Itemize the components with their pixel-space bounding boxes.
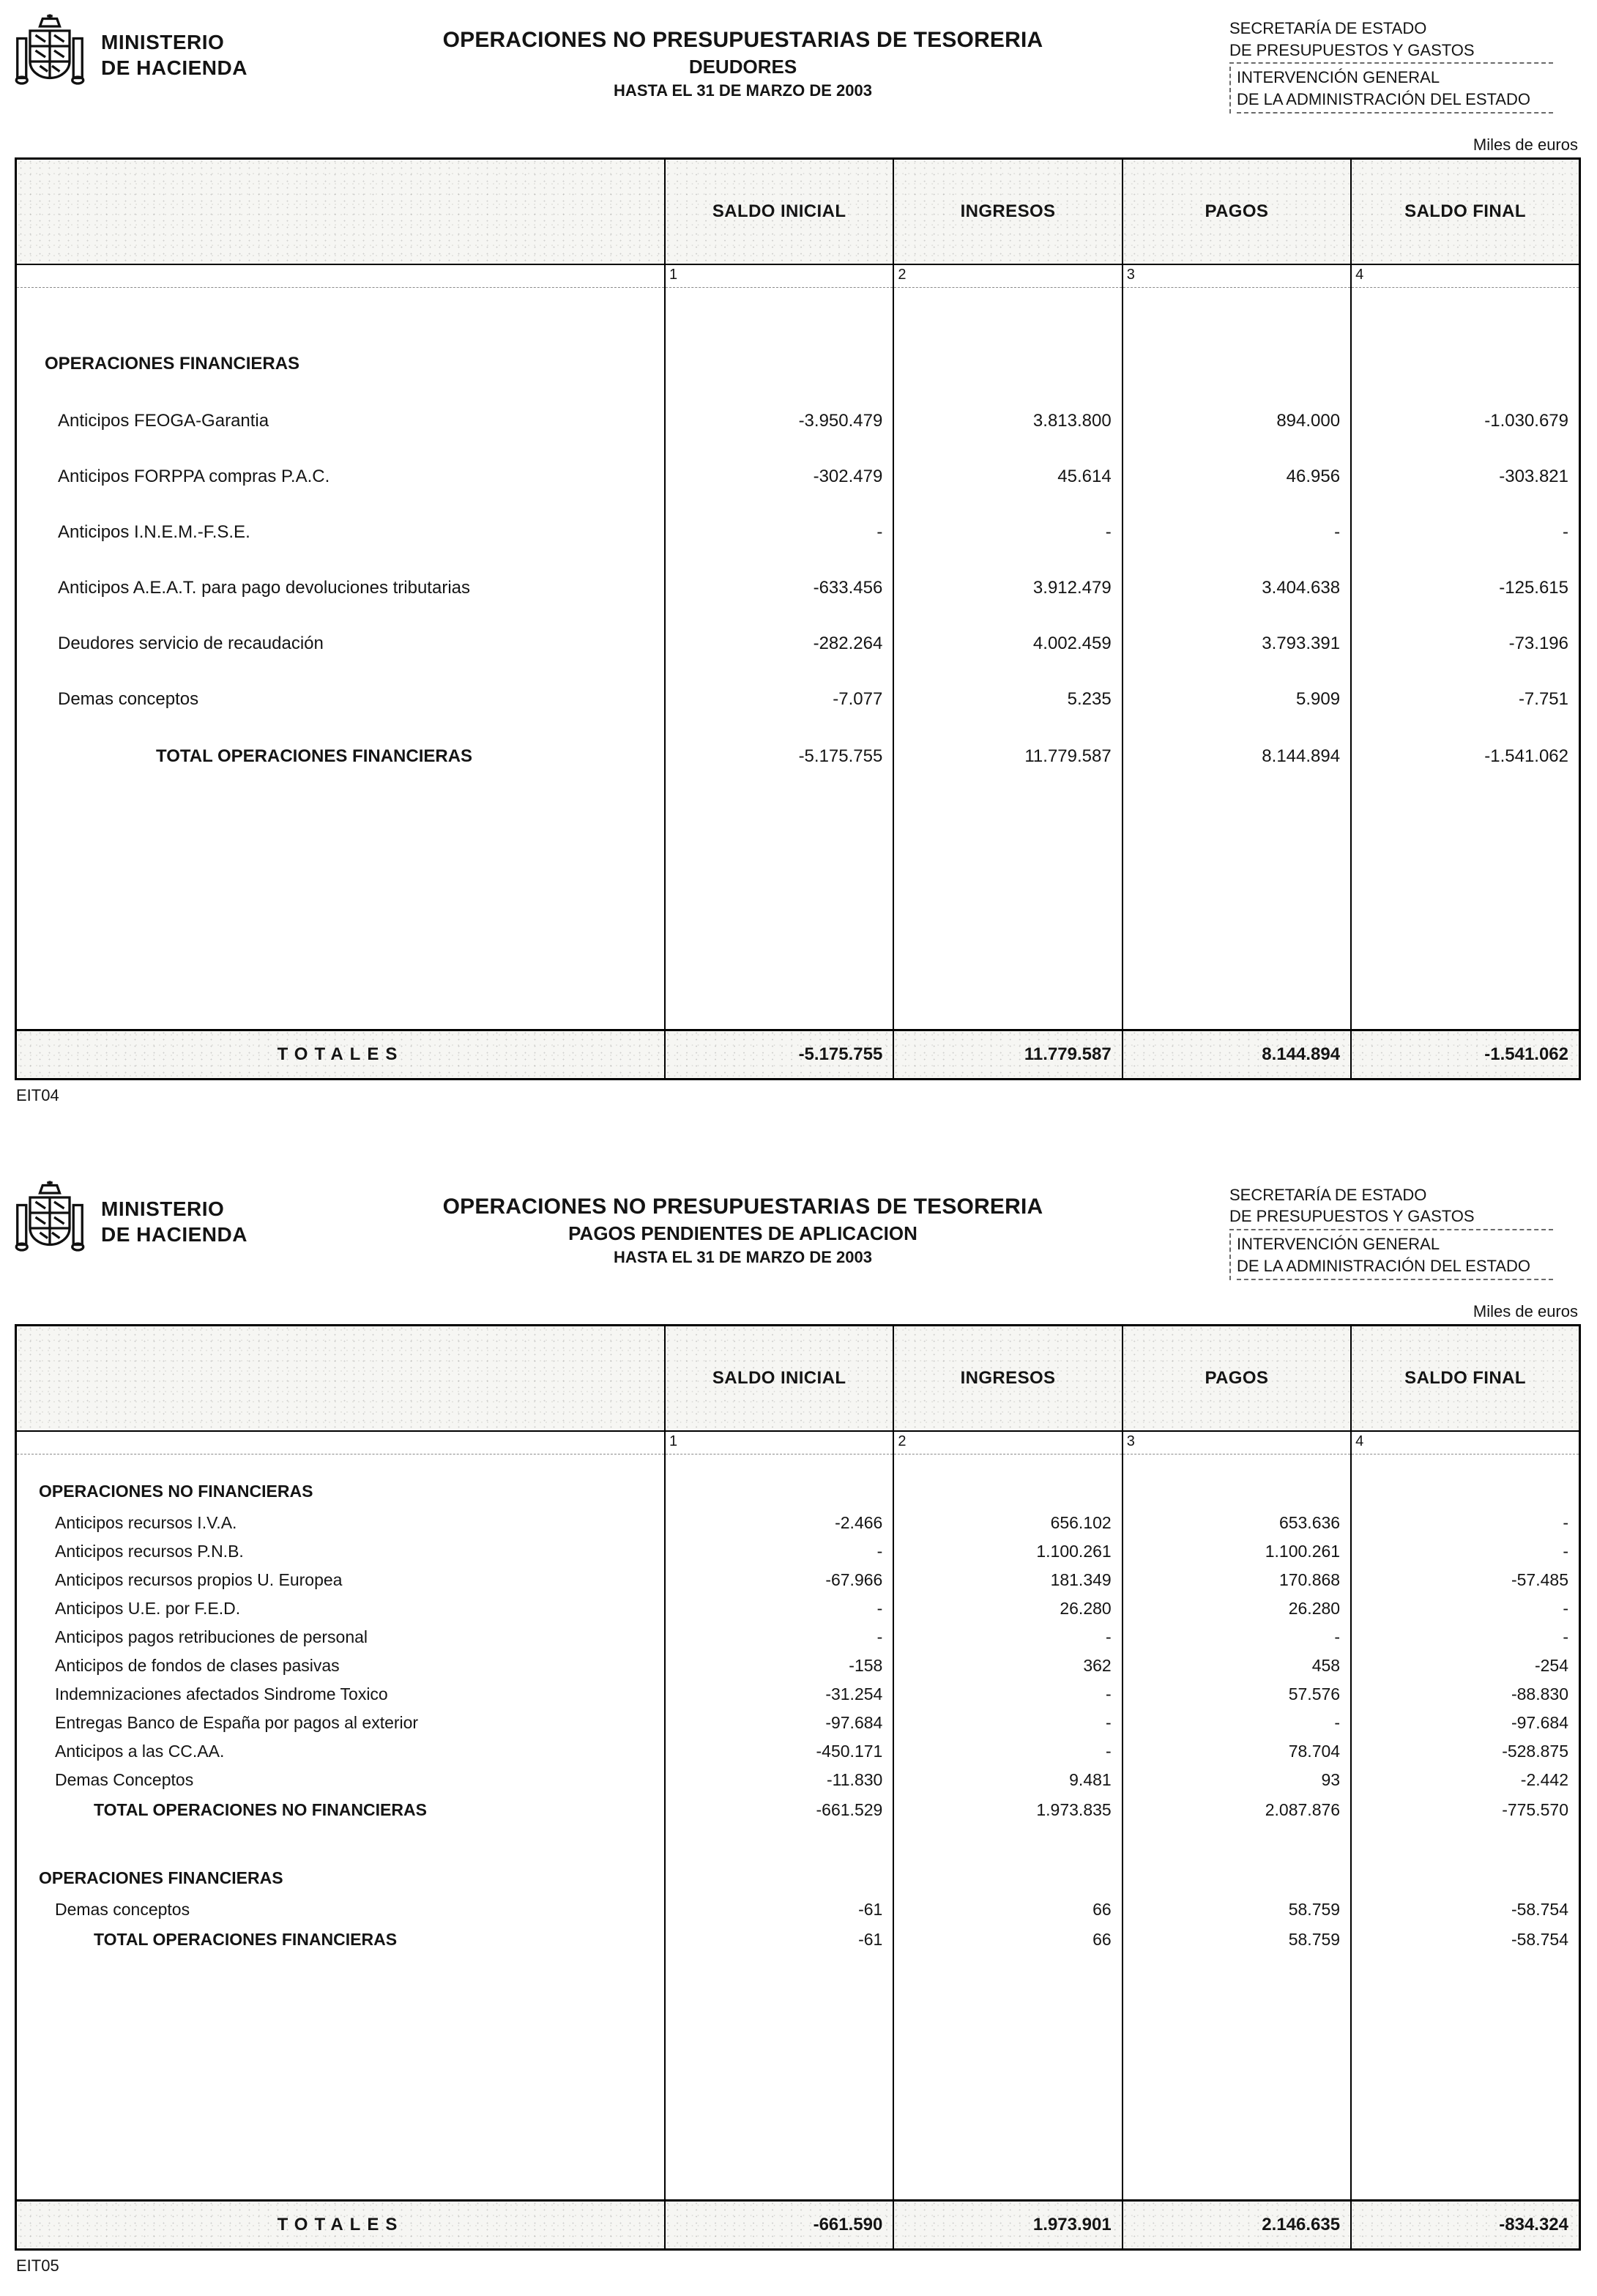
ministry-logo-block [15,9,256,98]
table-row [16,560,1580,616]
row-label: Anticipos FEOGA-Garantia [58,410,269,431]
cell-value: 58.759 [1123,1924,1351,1956]
column-header-ingresos: INGRESOS [893,158,1122,264]
table-row [16,672,1580,727]
units-label: Miles de euros [1473,1301,1578,1320]
cell-value: 3.912.479 [893,560,1122,616]
intervencion-block [1229,67,1581,113]
table-row [16,1895,1580,1924]
cell-value: 66 [893,1924,1122,1956]
cell-value: -11.830 [665,1766,893,1794]
cell-value: 4.002.459 [893,616,1122,672]
cell-value: 93 [1123,1766,1351,1794]
cell-value: - [1351,1509,1579,1537]
coat-of-arms-icon [15,12,85,98]
cell-value: -88.830 [1351,1680,1579,1709]
column-header-pagos: PAGOS [1123,1325,1351,1431]
column-number-row [16,264,1580,288]
row-label [16,1956,665,2201]
cell-value: 58.759 [1123,1895,1351,1924]
ministry-name-line2: DE HACIENDA [101,56,247,79]
cell-value: 656.102 [893,1509,1122,1537]
cell-value: 170.868 [1123,1566,1351,1594]
column-number-2: 2 [893,1431,1122,1454]
table-row [16,1623,1580,1652]
totals-label: TOTALES [16,2200,665,2249]
cell-value: - [1351,1594,1579,1623]
cell-value: -1.030.679 [1351,393,1579,449]
cell-value: -254 [1351,1652,1579,1680]
cell-value [665,1956,893,2201]
cell-value: 8.144.894 [1123,727,1351,786]
cell-value: -125.615 [1351,560,1579,616]
cell-value: -7.077 [665,672,893,727]
cell-value: - [893,1709,1122,1737]
row-label: Anticipos de fondos de clases pasivas [55,1655,340,1675]
cell-value [665,1827,893,1862]
report-title [256,9,1229,100]
cell-value [1351,287,1579,335]
cell-value [1351,786,1579,1030]
totals-value-saldo-inicial: -661.590 [665,2200,893,2249]
secretariat-line3: INTERVENCIÓN GENERAL [1237,1235,1440,1254]
cell-value [1123,287,1351,335]
cell-value [893,1475,1122,1509]
table-row [16,1794,1580,1827]
cell-value [893,1956,1122,2201]
row-label: Deudores servicio de recaudación [58,633,324,653]
report-title-line2: PAGOS PENDIENTES DE APLICACION [568,1222,917,1244]
data-table-pagos-pendientes [15,1324,1581,2251]
cell-value: - [1123,1623,1351,1652]
row-label: Demas conceptos [55,1899,190,1919]
cell-value [665,1475,893,1509]
ministry-name [101,29,247,81]
row-label: OPERACIONES NO FINANCIERAS [39,1482,313,1501]
row-label: Anticipos recursos P.N.B. [55,1541,244,1561]
table-row [16,287,1580,335]
ministry-name-line1: MINISTERIO [101,1197,225,1220]
totals-row [16,2200,1580,2249]
cell-value [893,1827,1122,1862]
cell-value: -775.570 [1351,1794,1579,1827]
cell-value: -2.466 [665,1509,893,1537]
cell-value: -97.684 [665,1709,893,1737]
cell-value: -7.751 [1351,672,1579,727]
cell-value [665,1862,893,1895]
table-row [16,1862,1580,1895]
cell-value: 1.973.835 [893,1794,1122,1827]
cell-value: - [665,505,893,560]
table-row [16,449,1580,505]
row-label: Anticipos a las CC.AA. [55,1741,225,1761]
cell-value: 3.404.638 [1123,560,1351,616]
totals-value-ingresos: 11.779.587 [893,1030,1122,1079]
cell-value: -282.264 [665,616,893,672]
cell-value: 57.576 [1123,1680,1351,1709]
totals-value-pagos: 8.144.894 [1123,1030,1351,1079]
cell-value: - [1123,1709,1351,1737]
cell-value [1123,1956,1351,2201]
totals-value-pagos: 2.146.635 [1123,2200,1351,2249]
secretariat-block [1229,1175,1581,1283]
cell-value [665,287,893,335]
cell-value: -158 [665,1652,893,1680]
cell-value: -58.754 [1351,1924,1579,1956]
row-label: Anticipos recursos I.V.A. [55,1512,237,1532]
cell-value: 11.779.587 [893,727,1122,786]
cell-value [1351,335,1579,393]
cell-value [1351,1454,1579,1475]
table-row [16,335,1580,393]
cell-value: 5.235 [893,672,1122,727]
table-row [16,786,1580,1030]
secretariat-line2: DE PRESUPUESTOS Y GASTOS [1229,40,1553,64]
row-label: OPERACIONES FINANCIERAS [39,1868,283,1887]
cell-value: -661.529 [665,1794,893,1827]
table-row [16,727,1580,786]
table-header-row [16,1325,1580,1431]
cell-value [893,786,1122,1030]
totals-row [16,1030,1580,1079]
ministry-name [101,1196,247,1247]
report-title-line3: HASTA EL 31 DE MARZO DE 2003 [614,81,872,100]
cell-value: 66 [893,1895,1122,1924]
totals-value-ingresos: 1.973.901 [893,2200,1122,2249]
row-label: TOTAL OPERACIONES NO FINANCIERAS [94,1800,427,1819]
cell-value: -73.196 [1351,616,1579,672]
cell-value: 46.956 [1123,449,1351,505]
table-row [16,1454,1580,1475]
cell-value: -67.966 [665,1566,893,1594]
table-row [16,1827,1580,1862]
report-title-line1: OPERACIONES NO PRESUPUESTARIAS DE TESORERIA [442,1194,1043,1219]
column-number-empty [16,264,665,288]
column-number-1: 1 [665,264,893,288]
row-label [16,1454,665,1475]
coat-of-arms-icon [15,1178,85,1265]
cell-value: -302.479 [665,449,893,505]
table-row [16,1766,1580,1794]
column-number-row [16,1431,1580,1454]
cell-value [1123,1827,1351,1862]
row-label: Anticipos I.N.E.M.-F.S.E. [58,521,250,542]
secretariat-block [1229,9,1581,116]
cell-value [1123,335,1351,393]
totals-value-saldo-final: -1.541.062 [1351,1030,1579,1079]
cell-value: 26.280 [1123,1594,1351,1623]
units-label: Miles de euros [1473,135,1578,154]
row-label: Anticipos recursos propios U. Europea [55,1569,343,1589]
cell-value: 458 [1123,1652,1351,1680]
column-header-saldo-inicial: SALDO INICIAL [665,1325,893,1431]
table-row [16,1924,1580,1956]
cell-value: 5.909 [1123,672,1351,727]
column-number-1: 1 [665,1431,893,1454]
column-number-3: 3 [1123,1431,1351,1454]
cell-value: - [893,1737,1122,1766]
table-row [16,1956,1580,2201]
cell-value [1123,1454,1351,1475]
cell-value: - [1351,1623,1579,1652]
column-header-ingresos: INGRESOS [893,1325,1122,1431]
table-row [16,1537,1580,1566]
cell-value: 3.793.391 [1123,616,1351,672]
cell-value [893,1454,1122,1475]
secretariat-line4: DE LA ADMINISTRACIÓN DEL ESTADO [1237,1255,1553,1280]
row-label: Anticipos FORPPA compras P.A.C. [58,466,330,486]
cell-value [893,287,1122,335]
table-row [16,393,1580,449]
table-row [16,505,1580,560]
form-code: EIT04 [16,1085,59,1104]
document-header [15,1175,1581,1283]
cell-value [1123,786,1351,1030]
cell-value: -450.171 [665,1737,893,1766]
data-table-deudores [15,157,1581,1080]
cell-value: 362 [893,1652,1122,1680]
cell-value [893,1862,1122,1895]
cell-value: 78.704 [1123,1737,1351,1766]
table-row [16,1680,1580,1709]
cell-value: - [893,1623,1122,1652]
cell-value: 1.100.261 [893,1537,1122,1566]
ministry-name-line2: DE HACIENDA [101,1222,247,1246]
cell-value: - [665,1537,893,1566]
column-number-4: 4 [1351,1431,1579,1454]
report-deudores [15,9,1581,1105]
table-row [16,1509,1580,1537]
cell-value: 45.614 [893,449,1122,505]
cell-value [665,335,893,393]
cell-value [1351,1475,1579,1509]
cell-value: 181.349 [893,1566,1122,1594]
table-row [16,1652,1580,1680]
header-empty-cell [16,1325,665,1431]
report-title-line3: HASTA EL 31 DE MARZO DE 2003 [614,1247,872,1266]
cell-value: -2.442 [1351,1766,1579,1794]
cell-value: 894.000 [1123,393,1351,449]
row-label: Entregas Banco de España por pagos al exterior [55,1712,419,1732]
table-row [16,1594,1580,1623]
row-label: TOTAL OPERACIONES FINANCIERAS [156,746,473,766]
form-code: EIT05 [16,2256,59,2275]
row-label: Anticipos pagos retribuciones de personal [55,1627,368,1646]
cell-value: - [1351,505,1579,560]
cell-value: -31.254 [665,1680,893,1709]
column-header-saldo-inicial: SALDO INICIAL [665,158,893,264]
row-label: TOTAL OPERACIONES FINANCIERAS [94,1930,398,1949]
secretariat-line1: SECRETARÍA DE ESTADO [1229,19,1427,37]
cell-value: -97.684 [1351,1709,1579,1737]
cell-value: - [665,1594,893,1623]
report-title-line1: OPERACIONES NO PRESUPUESTARIAS DE TESORERIA [442,28,1043,52]
report-title [256,1175,1229,1267]
cell-value: 1.100.261 [1123,1537,1351,1566]
cell-value [1123,1475,1351,1509]
cell-value: - [893,505,1122,560]
column-header-pagos: PAGOS [1123,158,1351,264]
cell-value: - [665,1623,893,1652]
table-row [16,616,1580,672]
cell-value: - [1351,1537,1579,1566]
cell-value: -3.950.479 [665,393,893,449]
cell-value: -57.485 [1351,1566,1579,1594]
column-number-empty [16,1431,665,1454]
table-row [16,1709,1580,1737]
cell-value: -61 [665,1924,893,1956]
cell-value: -633.456 [665,560,893,616]
cell-value: 653.636 [1123,1509,1351,1537]
report-title-line2: DEUDORES [688,56,797,78]
row-label [16,287,665,335]
cell-value: 3.813.800 [893,393,1122,449]
cell-value [1123,1862,1351,1895]
cell-value: -61 [665,1895,893,1924]
ministry-logo-block [15,1175,256,1265]
column-header-saldo-final: SALDO FINAL [1351,1325,1579,1431]
secretariat-line1: SECRETARÍA DE ESTADO [1229,1185,1427,1204]
cell-value [893,335,1122,393]
header-empty-cell [16,158,665,264]
ministry-name-line1: MINISTERIO [101,31,225,53]
cell-value [1351,1956,1579,2201]
row-label [16,1827,665,1862]
totals-value-saldo-inicial: -5.175.755 [665,1030,893,1079]
row-label: OPERACIONES FINANCIERAS [45,353,300,374]
document-header [15,9,1581,116]
cell-value [665,1454,893,1475]
totals-value-saldo-final: -834.324 [1351,2200,1579,2249]
intervencion-block [1229,1233,1581,1279]
table-row [16,1566,1580,1594]
cell-value: -5.175.755 [665,727,893,786]
row-label [16,786,665,1030]
secretariat-line3: INTERVENCIÓN GENERAL [1237,68,1440,87]
row-label: Indemnizaciones afectados Sindrome Toxico [55,1684,388,1704]
cell-value: - [893,1680,1122,1709]
row-label: Anticipos A.E.A.T. para pago devoluciones tributarias [58,577,470,598]
totals-label: TOTALES [16,1030,665,1079]
column-number-3: 3 [1123,264,1351,288]
report-pagos-pendientes [15,1175,1581,2275]
secretariat-line4: DE LA ADMINISTRACIÓN DEL ESTADO [1237,89,1553,114]
cell-value: - [1123,505,1351,560]
cell-value: -1.541.062 [1351,727,1579,786]
cell-value: -303.821 [1351,449,1579,505]
cell-value: 9.481 [893,1766,1122,1794]
row-label: Anticipos U.E. por F.E.D. [55,1598,241,1618]
secretariat-line2: DE PRESUPUESTOS Y GASTOS [1229,1205,1553,1230]
cell-value [1351,1862,1579,1895]
table-row [16,1737,1580,1766]
table-header-row [16,158,1580,264]
cell-value [665,786,893,1030]
row-label: Demas conceptos [58,688,199,709]
cell-value: -58.754 [1351,1895,1579,1924]
cell-value: -528.875 [1351,1737,1579,1766]
column-header-saldo-final: SALDO FINAL [1351,158,1579,264]
cell-value: 2.087.876 [1123,1794,1351,1827]
cell-value [1351,1827,1579,1862]
column-number-4: 4 [1351,264,1579,288]
row-label: Demas Conceptos [55,1769,194,1789]
column-number-2: 2 [893,264,1122,288]
cell-value: 26.280 [893,1594,1122,1623]
table-row [16,1475,1580,1509]
